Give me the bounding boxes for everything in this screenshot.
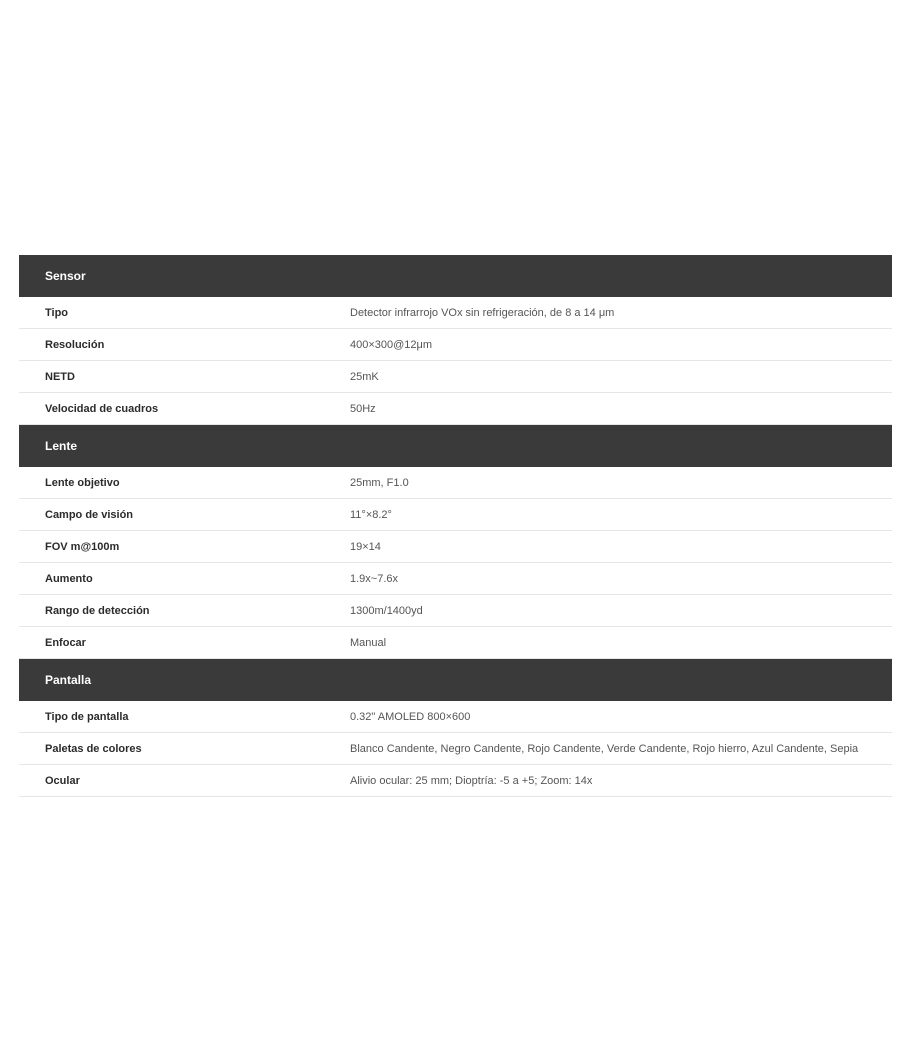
spec-value: 1300m/1400yd [350, 604, 423, 617]
spec-value: Detector infrarrojo VOx sin refrigeración, de 8 a 14 μm [350, 306, 615, 319]
spec-label: Velocidad de cuadros [45, 402, 159, 415]
section-header-pantalla: Pantalla [19, 659, 892, 701]
spec-label: Aumento [45, 572, 93, 585]
spec-row [19, 329, 892, 361]
spec-row [19, 733, 892, 765]
spec-value: 19×14 [350, 540, 381, 553]
spec-row [19, 701, 892, 733]
section-header-lente: Lente [19, 425, 892, 467]
spec-label: Lente objetivo [45, 476, 120, 489]
spec-value: Manual [350, 636, 387, 649]
spec-label: Rango de detección [45, 604, 150, 617]
spec-value: 0.32" AMOLED 800×600 [350, 710, 471, 723]
spec-row [19, 627, 892, 659]
spec-value: 400×300@12μm [350, 338, 433, 351]
spec-label: Tipo [45, 306, 69, 319]
spec-row [19, 297, 892, 329]
spec-label: Resolución [45, 338, 105, 351]
spec-value: 50Hz [350, 402, 376, 415]
spec-value: 25mm, F1.0 [350, 476, 409, 489]
spec-label: Campo de visión [45, 508, 134, 521]
spec-row [19, 499, 892, 531]
spec-row [19, 467, 892, 499]
spec-row [19, 393, 892, 425]
spec-label: NETD [45, 370, 75, 383]
spec-row [19, 531, 892, 563]
spec-value: Blanco Candente, Negro Candente, Rojo Candente, Verde Candente, Rojo hierro, Azul Candente, Sepia [350, 742, 859, 755]
spec-value: 25mK [350, 370, 379, 383]
spec-value: Alivio ocular: 25 mm; Dioptría: -5 a +5; Zoom: 14x [350, 774, 593, 787]
spec-label: Paletas de colores [45, 742, 142, 755]
spec-value: 11°×8.2° [350, 508, 392, 521]
spec-row [19, 765, 892, 797]
section-header-sensor: Sensor [19, 255, 892, 297]
spec-value: 1.9x~7.6x [350, 572, 399, 585]
spec-label: Ocular [45, 774, 80, 787]
spec-label: FOV m@100m [45, 540, 120, 553]
spec-row [19, 595, 892, 627]
spec-row [19, 361, 892, 393]
spec-label: Tipo de pantalla [45, 710, 129, 723]
spec-row [19, 563, 892, 595]
spec-label: Enfocar [45, 636, 86, 649]
spec-table [19, 255, 892, 797]
